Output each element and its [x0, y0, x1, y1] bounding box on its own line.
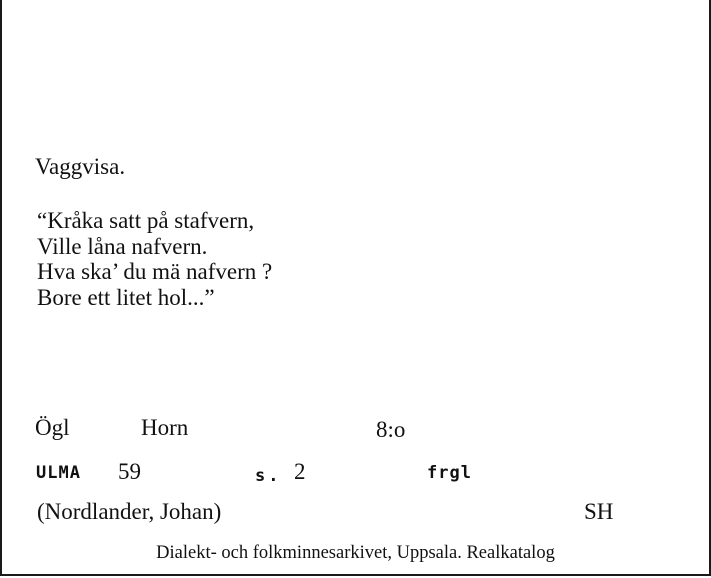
- page-label: s.: [255, 466, 282, 486]
- archive-code: ULMA: [36, 463, 81, 483]
- record-number: 59: [118, 459, 141, 484]
- place-field: Ögl: [35, 415, 70, 440]
- parish-field: Horn: [141, 415, 189, 440]
- verse-line: Bore ett litet hol...”: [37, 284, 215, 310]
- page-number: 2: [294, 459, 306, 484]
- collector-code: SH: [584, 499, 614, 524]
- verse-line: Hva ska’ du mä nafvern ?: [37, 259, 273, 284]
- collector-name: (Nordlander, Johan): [37, 499, 222, 524]
- document-type: frgl: [427, 463, 472, 483]
- card-footer: Dialekt- och folkminnesarkivet, Uppsala. Realkatalog: [156, 543, 555, 563]
- verse-line: “Kråka satt på stafvern,: [37, 208, 255, 233]
- verse-block: [37, 208, 272, 310]
- format-field: 8:o: [376, 417, 406, 442]
- verse-line: Ville låna nafvern.: [37, 233, 208, 259]
- card-title: Vaggvisa.: [35, 154, 126, 179]
